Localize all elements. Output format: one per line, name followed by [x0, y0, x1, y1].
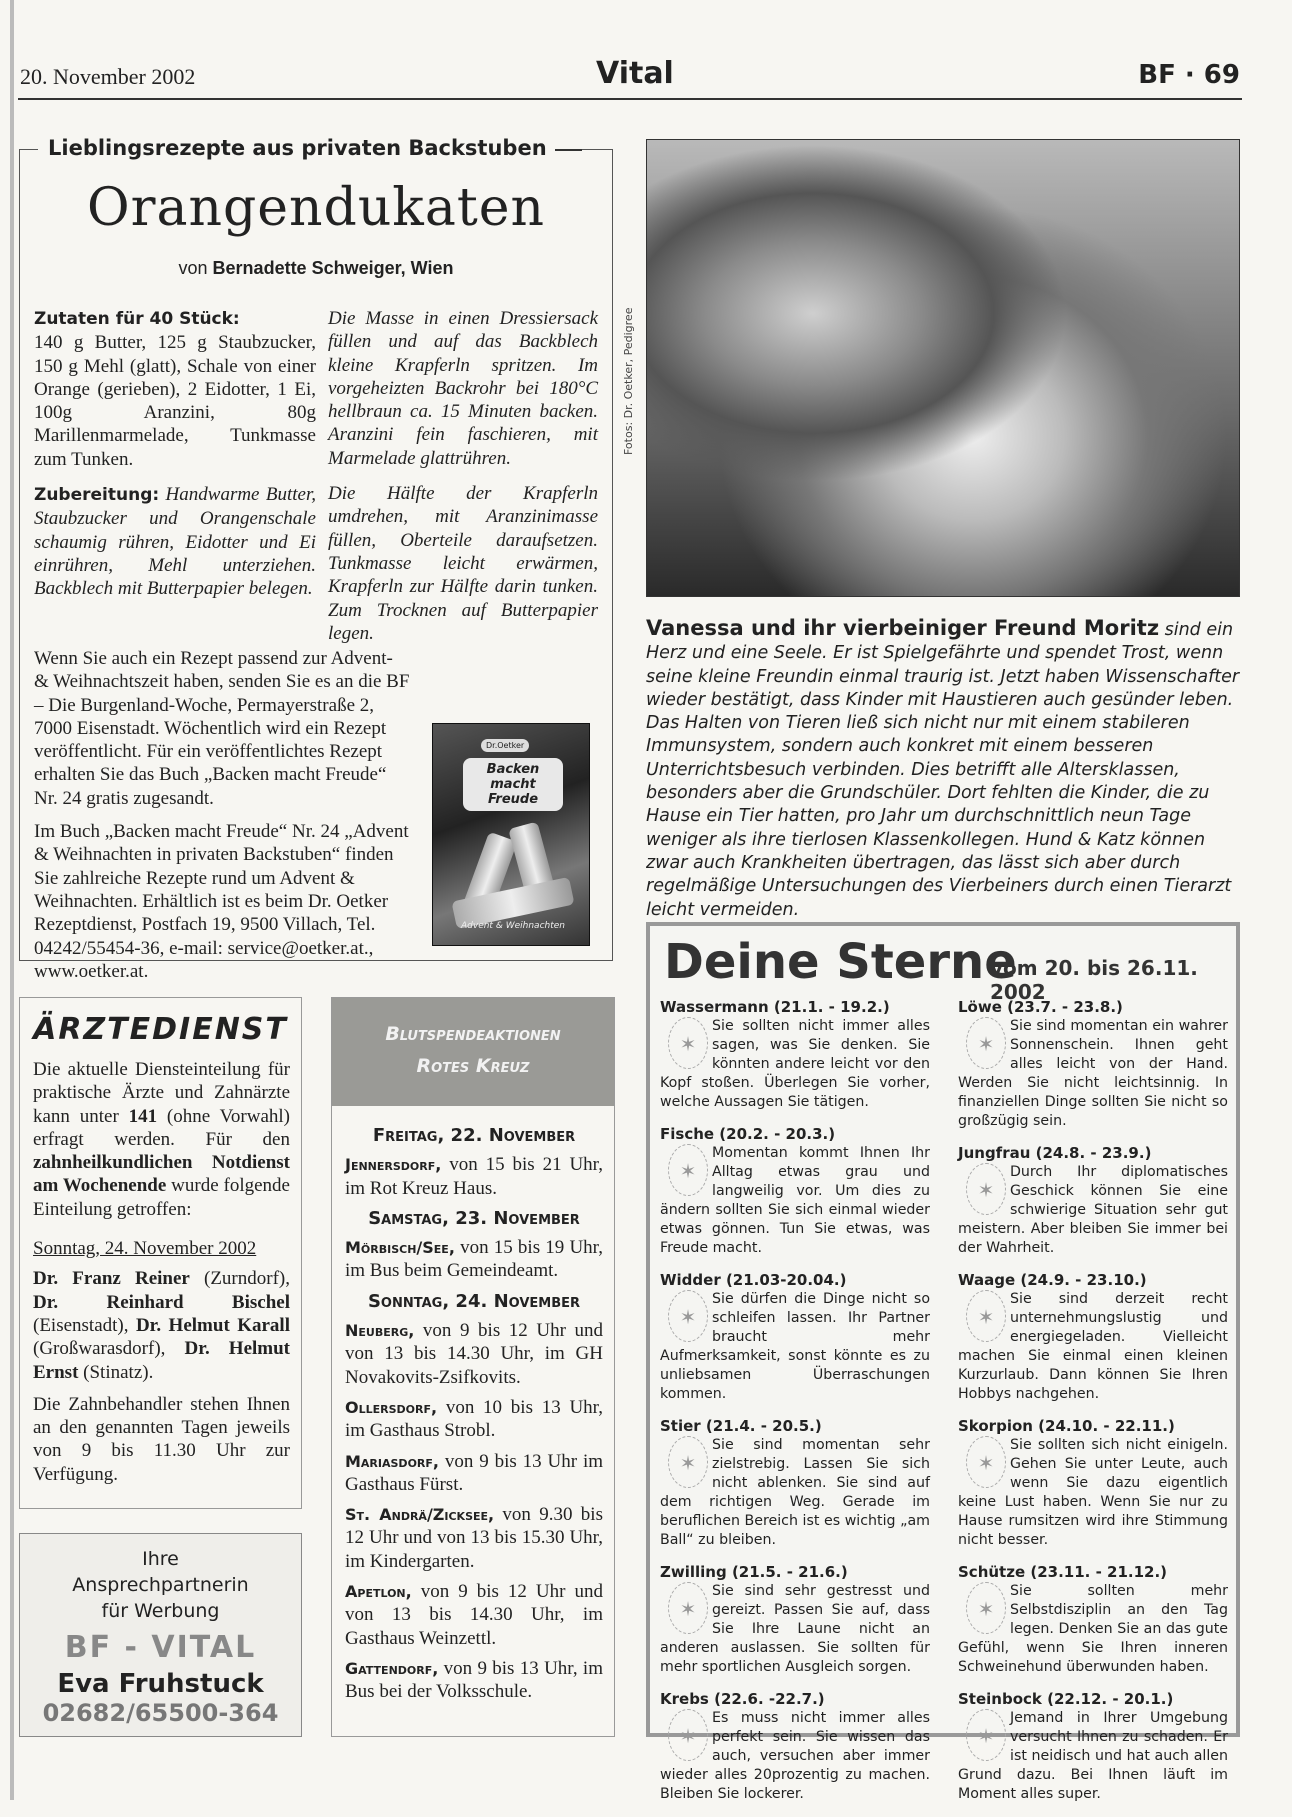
- recipe-column-2: [328, 307, 598, 657]
- donation-entry: [345, 1503, 603, 1573]
- header-rule: [18, 98, 1242, 100]
- zodiac-entry: [660, 998, 930, 1112]
- photo-credit: Fotos: Dr. Oetker, Pedigree: [622, 307, 635, 455]
- donation-place: Mariasdorf,: [345, 1451, 439, 1471]
- blood-title-2: Rotes Kreuz: [416, 1055, 530, 1077]
- zodiac-name: Wassermann (21.1. - 19.2.): [660, 998, 890, 1016]
- prep-label: Zubereitung:: [34, 485, 160, 506]
- doctor-service-title: ÄRZTEDIENST: [33, 1012, 288, 1047]
- zodiac-text: Sie sind momentan sehr zielstrebig. Lassen Sie sich nicht ablenken. Sie sind auf dem richtigen Weg. Gerade im beruflichen Bereich ist es wichtig „am Ball“ zu bleiben.: [660, 1437, 930, 1548]
- donation-day: Sonntag, 24. November: [367, 1290, 581, 1312]
- zodiac-name: Jungfrau (24.8. - 23.9.): [958, 1144, 1152, 1162]
- donation-entry: [345, 1450, 603, 1497]
- zodiac-entry: [958, 1417, 1228, 1550]
- donation-entry: [345, 1236, 603, 1283]
- service-date: Sonntag, 24. November 2002: [33, 1238, 257, 1260]
- zodiac-entry: [660, 1690, 930, 1804]
- zodiac-text: Es muss nicht immer alles perfekt sein. Sie wissen das auch, versuchen aber immer wieder alles 20prozentig zu machen. Bleiben Sie lockerer.: [660, 1710, 930, 1802]
- page-number: BF · 69: [1138, 60, 1240, 90]
- donation-details: von 10 bis 13 Uhr, im Gasthaus Strobl.: [345, 1396, 603, 1442]
- zodiac-text: Jemand in Ihrer Umgebung versucht Ihnen zu schaden. Er ist neidisch und hat auch allen Grund dazu. Bei Ihnen läuft im Moment alles super.: [958, 1710, 1228, 1802]
- donation-details: von 15 bis 21 Uhr, im Rot Kreuz Haus.: [345, 1154, 603, 1199]
- doctor-service-body: [33, 1058, 290, 1495]
- zodiac-text: Momentan kommt Ihnen Ihr Alltag etwas grau und langweilig vor. Um dies zu ändern sollten Sie sich einmal wieder etwas gönnen. Tun Sie etwas, was Freude macht.: [660, 1145, 930, 1256]
- zodiac-sign-icon: ✶: [966, 1163, 1006, 1215]
- horoscope-column-2: [958, 998, 1228, 1817]
- ad-brand: BF - VITAL: [64, 1630, 257, 1665]
- donation-place: Ollersdorf,: [345, 1397, 438, 1417]
- book-title: Backen macht Freude: [463, 758, 563, 811]
- donation-day: Samstag, 23. November: [368, 1207, 580, 1229]
- donation-entry: [345, 1319, 603, 1389]
- hours-text: Die Zahnbehandler stehen Ihnen an den genannten Tagen jeweils von 9 bis 11.30 Uhr zur Verfügung.: [33, 1393, 290, 1485]
- zodiac-name: Löwe (23.7. - 23.8.): [958, 998, 1123, 1016]
- recipe-series-title: Lieblingsrezepte aus privaten Backstuben: [38, 136, 555, 160]
- zodiac-name: Skorpion (24.10. - 22.11.): [958, 1417, 1175, 1435]
- blood-donation-box: [331, 997, 615, 1737]
- zodiac-text: Sie sind momentan ein wahrer Sonnenschein. Ihnen geht alles leicht von der Hand. Werden Sie nicht leichtsinnig. In finanziellen Dinge sollten Sie nicht so großzügig sein.: [958, 1018, 1228, 1129]
- zodiac-name: Krebs (22.6. -22.7.): [660, 1690, 825, 1708]
- zodiac-name: Fische (20.2. - 20.3.): [660, 1125, 836, 1143]
- zodiac-sign-icon: ✶: [966, 1709, 1006, 1761]
- donation-place: Mörbisch/See,: [345, 1238, 455, 1258]
- horoscope-title: Deine Sterne: [664, 934, 1017, 990]
- donation-entry: [345, 1153, 603, 1200]
- recipe-byline: [20, 258, 612, 279]
- zodiac-entry: [958, 998, 1228, 1131]
- zodiac-name: Schütze (23.11. - 21.12.): [958, 1563, 1168, 1581]
- zodiac-sign-icon: ✶: [668, 1290, 708, 1342]
- zodiac-sign-icon: ✶: [966, 1582, 1006, 1634]
- recipe-title: Orangendukaten: [87, 178, 545, 238]
- donation-details: von 9 bis 12 Uhr und von 13 bis 14.30 Uhr, im Gasthaus Weinzettl.: [345, 1581, 603, 1649]
- section-title: Vital: [596, 56, 674, 91]
- zodiac-text: Durch Ihr diplomatisches Geschick können Sie eine schwierige Situation sehr gut meistern. Aber bleiben Sie immer bei der Wahrheit.: [958, 1164, 1228, 1256]
- doctor-name: Dr. Reinhard Bischel: [33, 1291, 290, 1313]
- doctor-name: Dr. Franz Reiner: [33, 1268, 190, 1290]
- caption-text: sind ein Herz und eine Seele. Er ist Spielgefährte und spendet Trost, wenn seine kleine Freundin einmal traurig ist. Jetzt haben Wissenschafter wieder bestätigt, dass Kinder mit Haustieren auch gesünder leben. Das Halten von Tieren ließ sich nicht nur mit einem stabileren Immunsystem, sondern auch konkret mit einem besseren Unterrichtsbesuch verbinden. Dies betrifft alle Altersklassen, besonders aber die Grundschüler. Dort fehlten die Kinder, die zu Hause ein Tier hatten, pro Jahr um durchschnittlich neun Tage weniger als ihre tierlosen Klassenkollegen. Hund & Katz können zwar auch Krankheiten übertragen, das lässt sich aber durch regelmäßige Untersuchungen des Vierbeiners durch einen Tierarzt leicht vermeiden.: [646, 620, 1240, 920]
- book-subtitle: Advent & Weihnachten: [461, 921, 565, 931]
- zodiac-text: Sie sollten mehr Selbstdisziplin an den Tag legen. Denken Sie an das gute Gefühl, wenn Sie Ihren inneren Schweinehund überwunden haben.: [958, 1583, 1228, 1675]
- zodiac-sign-icon: ✶: [966, 1017, 1006, 1069]
- ad-phone: 02682/65500-364: [42, 1699, 279, 1727]
- donation-place: St. Andrä/Zicksee,: [345, 1505, 495, 1525]
- prep-text: Handwarme Butter, Staubzucker und Orangenschale schaumig rühren, Eidotter und Ei einrühren, Mehl unterziehen. Backblech mit Butterpapier belegen.: [34, 484, 316, 600]
- zodiac-entry: [958, 1690, 1228, 1804]
- book-info-text: Im Buch „Backen macht Freude“ Nr. 24 „Advent & Weihnachten in privaten Backstuben“ finden Sie zahlreiche Rezepte rund um Advent & Weihnachten. Erhältlich ist es beim Dr. Oetker Rezeptdienst, Postfach 19, 9500 Villach, Tel. 04242/55454-36, e-mail: service@oetker.at., www.oetker.at.: [34, 821, 409, 982]
- zodiac-text: Sie sind derzeit recht unternehmungslustig und energiegeladen. Vielleicht machen Sie einmal einen kleinen Kurzurlaub. Dann können Sie Ihren Hobbys nachgehen.: [958, 1291, 1228, 1402]
- doctor-location: (Stinatz).: [78, 1361, 154, 1383]
- zodiac-name: Zwilling (21.5. - 21.6.): [660, 1563, 848, 1581]
- girl-and-dog-photo: [646, 139, 1240, 597]
- issue-date: 20. November 2002: [20, 64, 196, 89]
- zodiac-name: Steinbock (22.12. - 20.1.): [958, 1690, 1174, 1708]
- advertising-contact-box: [19, 1533, 302, 1737]
- donation-entry: [345, 1580, 603, 1650]
- donation-place: Jennersdorf,: [345, 1155, 442, 1175]
- zodiac-entry: [660, 1417, 930, 1550]
- zodiac-text: Sie sollten sich nicht einigeln. Gehen Sie unter Leute, auch wenn Sie dazu eigentlich keine Lust haben. Wenn Sie nur zu Hause rumsitzen wird ihre Stimmung nicht besser.: [958, 1437, 1228, 1548]
- zodiac-sign-icon: ✶: [966, 1436, 1006, 1488]
- doctor-name: Dr. Helmut Ernst: [33, 1338, 291, 1383]
- doctor-service-box: [19, 997, 302, 1509]
- blood-title-1: Blutspendeaktionen: [385, 1023, 561, 1045]
- donation-details: von 9 bis 13 Uhr im Gasthaus Fürst.: [345, 1450, 603, 1495]
- donation-details: von 9.30 bis 12 Uhr und von 13 bis 15.30 Uhr, im Kindergarten.: [345, 1504, 603, 1572]
- zodiac-sign-icon: ✶: [668, 1017, 708, 1069]
- donation-details: von 9 bis 13 Uhr, im Bus bei der Volksschule.: [345, 1657, 603, 1703]
- recipe-column-1: [34, 307, 316, 613]
- recipe-author: Bernadette Schweiger, Wien: [212, 258, 454, 278]
- donation-day: Freitag, 22. November: [372, 1125, 576, 1146]
- phone-number: 141: [128, 1105, 158, 1127]
- steps-text-2: Die Hälfte der Krapferln umdrehen, mit Aranzinimasse füllen, Oberteile daraufsetzen. Tunkmasse leicht erwärmen, Krapferln zur Hälfte darin tunken. Zum Trocknen auf Butterpapier legen.: [328, 483, 598, 644]
- submission-body: Wenn Sie auch ein Rezept passend zur Advent- & Weihnachtszeit haben, senden Sie es an die BF – Die Burgenland-Woche, Permayerstraße 2, 7000 Eisenstadt. Wöchentlich wird ein Rezept veröffentlicht. Für ein veröffentlichtes Rezept erhalten Sie das Buch „Backen macht Freude“ Nr. 24 gratis zugesandt.: [34, 648, 410, 809]
- donation-entry: [345, 1657, 603, 1704]
- donation-place: Neuberg,: [345, 1321, 415, 1341]
- zodiac-entry: [958, 1144, 1228, 1258]
- blood-donation-list: [345, 1120, 603, 1711]
- zodiac-name: Stier (21.4. - 20.5.): [660, 1417, 822, 1435]
- zodiac-entry: [660, 1125, 930, 1258]
- ad-contact-name: Eva Fruhstuck: [57, 1669, 264, 1699]
- zodiac-sign-icon: ✶: [668, 1709, 708, 1761]
- caption-lead: Vanessa und ihr vierbeiniger Freund Moritz: [646, 616, 1160, 640]
- doctor-location: (Eisenstadt),: [33, 1314, 136, 1336]
- donation-details: von 15 bis 19 Uhr, im Bus beim Gemeindeamt.: [345, 1237, 603, 1282]
- ad-intro: Ihre Ansprechpartnerin für Werbung: [72, 1548, 249, 1622]
- doctor-name: Dr. Helmut Karall: [135, 1314, 290, 1336]
- zodiac-entry: [958, 1563, 1228, 1677]
- ingredients-label: Zutaten für 40 Stück:: [34, 309, 240, 329]
- book-cover-image: [432, 723, 590, 946]
- steps-text: Die Masse in einen Dressiersack füllen und auf das Backblech kleine Krapferln spritzen. Im vorgeheizten Backrohr bei 180°C hellbraun ca. 15 Minuten backen. Aranzini fein faschieren, mit Marmelade glattrühren.: [328, 308, 598, 469]
- zodiac-sign-icon: ✶: [668, 1436, 708, 1488]
- emphasis: zahnheilkundlichen Notdienst am Wochenende: [33, 1152, 290, 1197]
- zodiac-entry: [958, 1271, 1228, 1404]
- horoscope-box: [646, 922, 1240, 1802]
- donation-place: Apetlon,: [345, 1582, 412, 1602]
- zodiac-text: Sie sollten nicht immer alles sagen, was Sie denken. Sie könnten andere leicht vor den Kopf stoßen. Überlegen Sie vorher, welche Aussagen Sie tätigen.: [660, 1018, 930, 1110]
- text: Die aktuelle Diensteinteilung für praktische Ärzte und Zahnärzte kann unter: [33, 1059, 290, 1127]
- zodiac-sign-icon: ✶: [668, 1144, 708, 1196]
- horoscope-column-1: [660, 998, 930, 1817]
- recipe-article: [19, 136, 613, 982]
- book-brand-logo: Dr.Oetker: [481, 739, 529, 752]
- text: wurde folgende Einteilung getroffen:: [33, 1175, 290, 1220]
- zodiac-text: Sie dürfen die Dinge nicht so schleifen lassen. Ihr Partner braucht mehr Aufmerksamkeit, sonst könnte es zu unliebsamen Überraschungen kommen.: [660, 1291, 930, 1402]
- donation-place: Gattendorf,: [345, 1658, 439, 1678]
- zodiac-sign-icon: ✶: [668, 1582, 708, 1634]
- zodiac-name: Widder (21.03-20.04.): [660, 1271, 847, 1289]
- text: (ohne Vorwahl) erfragt werden. Für den: [33, 1105, 290, 1150]
- byline-prefix: von: [178, 258, 213, 278]
- zodiac-sign-icon: ✶: [966, 1290, 1006, 1342]
- doctor-list: [33, 1267, 290, 1383]
- donation-details: von 9 bis 12 Uhr und von 13 bis 14.30 Uhr, im GH Novakovits-Zsifkovits.: [345, 1320, 603, 1388]
- zodiac-entry: [660, 1271, 930, 1404]
- scan-edge: [10, 0, 14, 1800]
- zodiac-entry: [660, 1563, 930, 1677]
- zodiac-text: Sie sind sehr gestresst und gereizt. Passen Sie auf, dass Sie Ihre Laune nicht an anderen auslassen. Sie sollten für mehr sportlichen Ausgleich sorgen.: [660, 1583, 930, 1675]
- doctor-location: (Großwarasdorf),: [33, 1338, 185, 1360]
- photo-caption: [646, 617, 1240, 922]
- ingredients-text: 140 g Butter, 125 g Staubzucker, 150 g Mehl (glatt), Schale von einer Orange (gerieben), 2 Eidotter, 1 Ei, 100g Aranzini, 80g Marillenmarmelade, Tunkmasse zum Tunken.: [34, 332, 316, 470]
- horoscope-date-range: vom 20. bis 26.11. 2002: [990, 956, 1198, 1004]
- doctor-location: (Zurndorf),: [189, 1268, 290, 1290]
- blood-donation-header: [332, 998, 614, 1106]
- zodiac-name: Waage (24.9. - 23.10.): [958, 1271, 1147, 1289]
- donation-entry: [345, 1396, 603, 1443]
